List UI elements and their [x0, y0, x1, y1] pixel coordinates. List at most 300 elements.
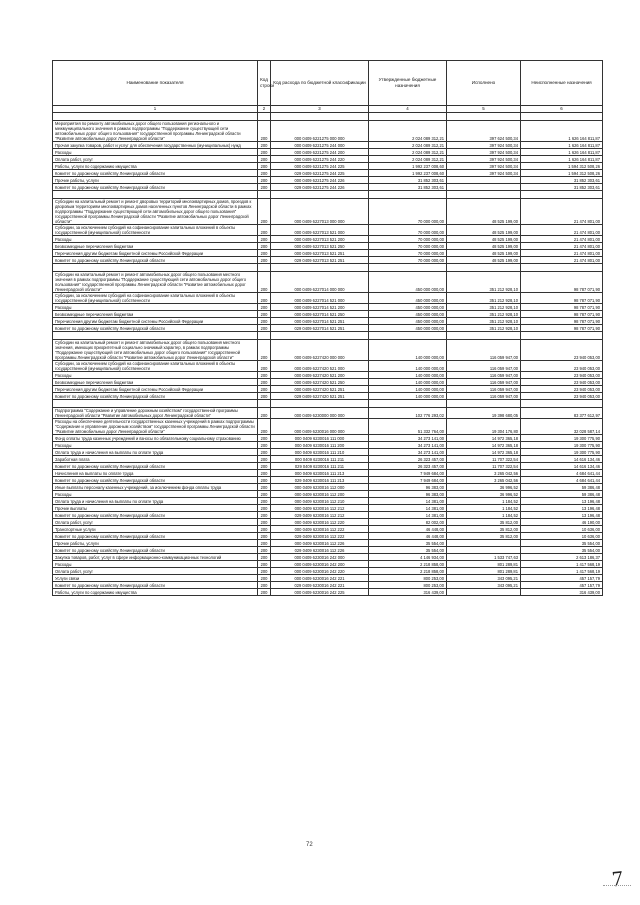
- spacer-cell: [258, 264, 271, 272]
- row-approved-cell: 4 146 934,00: [369, 554, 447, 561]
- table-row: [53, 589, 603, 596]
- spacer-cell: [447, 400, 521, 408]
- row-name-cell: Комитет по дорожному хозяйству Ленинградской области: [53, 547, 258, 554]
- row-unexecuted-cell: 31 852 303,61: [521, 184, 603, 191]
- row-code-cell: 200: [258, 325, 271, 332]
- row-code-cell: 200: [258, 156, 271, 163]
- row-approved-cell: 70 000 000,00: [369, 236, 447, 243]
- row-executed-cell: [447, 540, 521, 547]
- row-kbk-cell: 000 0409 6221275 244 000: [271, 142, 369, 149]
- row-executed-cell: 48 525 199,00: [447, 236, 521, 243]
- row-code-cell: 200: [258, 419, 271, 435]
- table-row: [53, 568, 603, 575]
- row-unexecuted-cell: 98 787 071,90: [521, 272, 603, 293]
- row-code-cell: 200: [258, 442, 271, 449]
- row-name-cell: Подпрограмма "Содержание и управление дорожным хозяйством" государственной программы Ленинградской области "Развитие автомобильных дорог Ленинградской области": [53, 408, 258, 419]
- table-row: [53, 121, 603, 142]
- row-unexecuted-cell: 35 554,00: [521, 547, 603, 554]
- row-executed-cell: 35 812,00: [447, 526, 521, 533]
- row-executed-cell: 14 972 365,18: [447, 442, 521, 449]
- handwritten-page-mark: 7: [610, 865, 625, 892]
- row-name-cell: Безвозмездные перечисления бюджетам: [53, 311, 258, 318]
- spacer-cell: [447, 113, 521, 121]
- row-kbk-cell: 029 0409 6221275 244 226: [271, 184, 369, 191]
- row-code-cell: 200: [258, 199, 271, 225]
- row-approved-cell: 800 253,00: [369, 575, 447, 582]
- row-name-cell: Расходы: [53, 442, 258, 449]
- row-name-cell: Субсидии, за исключением субсидий на софинансирование капитальных вложений в объекты государственной (муниципальной) собственности: [53, 293, 258, 304]
- table-row: [53, 142, 603, 149]
- table-row: [53, 199, 603, 225]
- spacer-cell: [271, 400, 369, 408]
- row-name-cell: Безвозмездные перечисления бюджетам: [53, 379, 258, 386]
- row-name-cell: Оплата труда и начисления на выплаты по оплате труда: [53, 498, 258, 505]
- row-executed-cell: 343 095,21: [447, 582, 521, 589]
- table-row: [53, 575, 603, 582]
- row-name-cell: Комитет по дорожному хозяйству Ленинградской области: [53, 463, 258, 470]
- row-executed-cell: 3 265 042,56: [447, 470, 521, 477]
- row-name-cell: Расходы: [53, 561, 258, 568]
- row-unexecuted-cell: 59 386,48: [521, 491, 603, 498]
- table-row: [53, 393, 603, 400]
- row-approved-cell: 1 992 237 008,60: [369, 170, 447, 177]
- row-executed-cell: 801 289,81: [447, 561, 521, 568]
- row-executed-cell: 48 525 199,00: [447, 225, 521, 236]
- header-num-5: 5: [447, 106, 521, 113]
- row-unexecuted-cell: 14 616 134,46: [521, 463, 603, 470]
- row-name-cell: Услуги связи: [53, 575, 258, 582]
- row-code-cell: 200: [258, 149, 271, 156]
- row-code-cell: 200: [258, 561, 271, 568]
- row-approved-cell: 35 554,00: [369, 540, 447, 547]
- row-unexecuted-cell: 32 028 587,14: [521, 419, 603, 435]
- table-row: [53, 236, 603, 243]
- row-executed-cell: 11 707 322,54: [447, 463, 521, 470]
- row-code-cell: 200: [258, 293, 271, 304]
- table-row: [53, 379, 603, 386]
- table-row: [53, 540, 603, 547]
- table-row: [53, 477, 603, 484]
- table-row: [53, 519, 603, 526]
- row-name-cell: Безвозмездные перечисления бюджетам: [53, 243, 258, 250]
- row-unexecuted-cell: 35 554,00: [521, 540, 603, 547]
- row-kbk-cell: 029 0409 6230016 112 212: [271, 512, 369, 519]
- row-kbk-cell: 029 0409 6227013 521 251: [271, 257, 369, 264]
- row-unexecuted-cell: 98 787 071,90: [521, 311, 603, 318]
- row-approved-cell: 102 776 293,02: [369, 408, 447, 419]
- row-approved-cell: 70 000 000,00: [369, 243, 447, 250]
- row-kbk-cell: 029 0409 6230016 111 211: [271, 463, 369, 470]
- row-executed-cell: 35 812,00: [447, 533, 521, 540]
- spacer-cell: [369, 332, 447, 340]
- row-code-cell: 200: [258, 484, 271, 491]
- row-executed-cell: 36 996,52: [447, 484, 521, 491]
- section-spacer: [53, 264, 603, 272]
- row-executed-cell: 351 212 928,10: [447, 304, 521, 311]
- row-code-cell: 200: [258, 512, 271, 519]
- row-kbk-cell: 000 0409 6230000 000 000: [271, 408, 369, 419]
- row-executed-cell: 351 212 928,10: [447, 318, 521, 325]
- spacer-cell: [369, 113, 447, 121]
- row-approved-cell: 96 383,00: [369, 491, 447, 498]
- header-executed: Исполнено: [447, 61, 521, 106]
- row-code-cell: 200: [258, 257, 271, 264]
- row-kbk-cell: 000 0409 6221275 244 200: [271, 149, 369, 156]
- table-row: [53, 505, 603, 512]
- row-unexecuted-cell: 1 626 164 811,87: [521, 149, 603, 156]
- row-kbk-cell: 000 0409 6230016 112 200: [271, 491, 369, 498]
- row-unexecuted-cell: 1 626 164 811,87: [521, 156, 603, 163]
- spacer-cell: [53, 113, 258, 121]
- table-header: [53, 61, 603, 113]
- table-row: [53, 582, 603, 589]
- row-unexecuted-cell: 13 196,48: [521, 512, 603, 519]
- table-row: [53, 533, 603, 540]
- row-name-cell: Расходы: [53, 236, 258, 243]
- row-executed-cell: [447, 184, 521, 191]
- row-kbk-cell: 029 0409 6230016 112 226: [271, 547, 369, 554]
- row-code-cell: 200: [258, 163, 271, 170]
- row-unexecuted-cell: 4 684 641,44: [521, 470, 603, 477]
- row-code-cell: 200: [258, 582, 271, 589]
- row-approved-cell: 31 852 303,61: [369, 184, 447, 191]
- row-kbk-cell: 000 0409 6230016 242 221: [271, 575, 369, 582]
- table-row: [53, 561, 603, 568]
- row-code-cell: 200: [258, 533, 271, 540]
- table-row: [53, 163, 603, 170]
- row-unexecuted-cell: 457 157,79: [521, 575, 603, 582]
- row-approved-cell: 2 024 089 312,21: [369, 142, 447, 149]
- row-code-cell: 200: [258, 340, 271, 361]
- spacer-cell: [447, 332, 521, 340]
- table-row: [53, 311, 603, 318]
- row-code-cell: 200: [258, 236, 271, 243]
- row-name-cell: Субсидии, за исключением субсидий на софинансирование капитальных вложений в объекты государственной (муниципальной) собственности: [53, 361, 258, 372]
- row-name-cell: Оплата работ, услуг: [53, 156, 258, 163]
- report-sheet: [52, 60, 602, 596]
- row-kbk-cell: 029 0409 6230016 112 222: [271, 533, 369, 540]
- row-name-cell: Прочие работы, услуги: [53, 540, 258, 547]
- row-approved-cell: 51 332 764,00: [369, 419, 447, 435]
- row-unexecuted-cell: 21 474 801,00: [521, 257, 603, 264]
- row-code-cell: 200: [258, 575, 271, 582]
- row-code-cell: 200: [258, 519, 271, 526]
- row-executed-cell: 1 184,52: [447, 498, 521, 505]
- header-num-3: 3: [271, 106, 369, 113]
- row-unexecuted-cell: 13 196,48: [521, 505, 603, 512]
- spacer-cell: [369, 191, 447, 199]
- row-executed-cell: 1 533 747,63: [447, 554, 521, 561]
- row-code-cell: 200: [258, 142, 271, 149]
- row-kbk-cell: 000 0409 6230016 112 220: [271, 519, 369, 526]
- spacer-cell: [258, 113, 271, 121]
- row-kbk-cell: 000 0409 6230016 242 225: [271, 589, 369, 596]
- row-unexecuted-cell: 21 474 801,00: [521, 250, 603, 257]
- budget-execution-table: [52, 60, 603, 596]
- spacer-cell: [53, 264, 258, 272]
- row-executed-cell: 11 707 322,54: [447, 456, 521, 463]
- row-code-cell: 200: [258, 456, 271, 463]
- row-executed-cell: 36 996,52: [447, 491, 521, 498]
- row-kbk-cell: 029 0409 6227420 521 251: [271, 393, 369, 400]
- table-row: [53, 512, 603, 519]
- table-row: [53, 318, 603, 325]
- row-executed-cell: 3 265 042,56: [447, 477, 521, 484]
- table-row: [53, 304, 603, 311]
- row-name-cell: Расходы: [53, 491, 258, 498]
- row-unexecuted-cell: 21 474 801,00: [521, 225, 603, 236]
- row-approved-cell: 140 000 000,00: [369, 386, 447, 393]
- row-code-cell: 200: [258, 463, 271, 470]
- row-code-cell: 200: [258, 225, 271, 236]
- table-row: [53, 554, 603, 561]
- row-kbk-cell: 000 0409 6221275 000 000: [271, 121, 369, 142]
- row-executed-cell: 116 059 947,00: [447, 386, 521, 393]
- table-row: [53, 272, 603, 293]
- row-unexecuted-cell: 1 594 312 508,26: [521, 170, 603, 177]
- row-executed-cell: 19 398 680,05: [447, 408, 521, 419]
- row-unexecuted-cell: 4 684 641,44: [521, 477, 603, 484]
- row-name-cell: Иные выплаты персоналу казенных учреждений, за исключением фонда оплаты труда: [53, 484, 258, 491]
- row-approved-cell: 140 000 000,00: [369, 393, 447, 400]
- row-kbk-cell: 000 0409 6227420 000 000: [271, 340, 369, 361]
- row-kbk-cell: 000 0409 6227014 000 000: [271, 272, 369, 293]
- row-unexecuted-cell: 46 190,00: [521, 519, 603, 526]
- row-approved-cell: 46 448,00: [369, 526, 447, 533]
- row-approved-cell: 2 024 089 312,21: [369, 156, 447, 163]
- row-approved-cell: 140 000 000,00: [369, 379, 447, 386]
- row-approved-cell: 26 323 457,00: [369, 463, 447, 470]
- row-approved-cell: 316 439,00: [369, 589, 447, 596]
- row-kbk-cell: 000 0409 6227014 521 251: [271, 318, 369, 325]
- table-row: [53, 484, 603, 491]
- row-name-cell: Транспортные услуги: [53, 526, 258, 533]
- section-spacer: [53, 113, 603, 121]
- row-kbk-cell: 000 0409 6227013 521 250: [271, 243, 369, 250]
- table-row: [53, 170, 603, 177]
- row-name-cell: Комитет по дорожному хозяйству Ленинградской области: [53, 184, 258, 191]
- row-name-cell: Перечисления другим бюджетам бюджетной системы Российской Федерации: [53, 318, 258, 325]
- row-kbk-cell: 000 0409 6230016 000 000: [271, 419, 369, 435]
- row-unexecuted-cell: 1 626 164 811,87: [521, 142, 603, 149]
- header-num-6: 6: [521, 106, 603, 113]
- row-unexecuted-cell: 23 940 053,00: [521, 386, 603, 393]
- row-name-cell: Мероприятия по ремонту автомобильных дорог общего пользования регионального и межмуниципального значения в рамках подпрограммы "Поддержание существующей сети автомобильных дорог общего пользования" государственной программы Ленинградской области "Развитие автомобильных дорог Ленинградской области": [53, 121, 258, 142]
- row-unexecuted-cell: 14 616 134,46: [521, 456, 603, 463]
- row-kbk-cell: 000 0409 6230016 242 000: [271, 554, 369, 561]
- row-name-cell: Оплата работ, услуг: [53, 568, 258, 575]
- row-unexecuted-cell: 23 940 053,00: [521, 361, 603, 372]
- table-row: [53, 184, 603, 191]
- row-kbk-cell: 000 0409 6230016 112 226: [271, 540, 369, 547]
- spacer-cell: [521, 400, 603, 408]
- row-approved-cell: 82 002,00: [369, 519, 447, 526]
- table-row: [53, 293, 603, 304]
- row-kbk-cell: 000 0409 6230016 111 210: [271, 449, 369, 456]
- row-executed-cell: 35 812,00: [447, 519, 521, 526]
- row-executed-cell: 14 972 365,18: [447, 449, 521, 456]
- spacer-cell: [258, 191, 271, 199]
- spacer-cell: [447, 191, 521, 199]
- row-code-cell: 200: [258, 250, 271, 257]
- table-body: [53, 113, 603, 596]
- row-unexecuted-cell: 59 386,48: [521, 484, 603, 491]
- row-approved-cell: 450 000 000,00: [369, 304, 447, 311]
- row-approved-cell: 70 000 000,00: [369, 250, 447, 257]
- row-approved-cell: 2 218 858,00: [369, 568, 447, 575]
- row-kbk-cell: 000 0409 6230016 111 000: [271, 435, 369, 442]
- row-kbk-cell: 029 0409 6221275 244 225: [271, 170, 369, 177]
- row-unexecuted-cell: 21 474 801,00: [521, 236, 603, 243]
- row-unexecuted-cell: 21 474 801,00: [521, 243, 603, 250]
- spacer-cell: [271, 332, 369, 340]
- row-kbk-cell: 000 0409 6227014 521 250: [271, 311, 369, 318]
- row-unexecuted-cell: 1 626 164 811,87: [521, 121, 603, 142]
- row-unexecuted-cell: 10 636,00: [521, 526, 603, 533]
- row-executed-cell: 351 212 928,10: [447, 325, 521, 332]
- row-name-cell: Расходы: [53, 149, 258, 156]
- row-kbk-cell: 000 0409 6227014 521 000: [271, 293, 369, 304]
- row-code-cell: 200: [258, 589, 271, 596]
- row-executed-cell: 1 184,52: [447, 512, 521, 519]
- row-name-cell: Субсидии на капитальный ремонт и ремонт дворовых территорий многоквартирных домов, проездов к дворовым территориям многоквартирных домов населенных пунктов Ленинградской области в рамках подпрограммы "Поддержание существующей сети автомобильных дорог общего пользования" государственной программы Ленинградской области "Развитие автомобильных дорог Ленинградской области": [53, 199, 258, 225]
- row-executed-cell: 116 059 947,00: [447, 361, 521, 372]
- row-approved-cell: 34 273 141,00: [369, 435, 447, 442]
- table-row: [53, 463, 603, 470]
- table-row: [53, 491, 603, 498]
- table-row: [53, 156, 603, 163]
- row-code-cell: 200: [258, 547, 271, 554]
- row-kbk-cell: 000 0409 6221275 244 226: [271, 177, 369, 184]
- row-approved-cell: 450 000 000,00: [369, 293, 447, 304]
- row-approved-cell: 34 273 141,00: [369, 449, 447, 456]
- row-kbk-cell: 000 0409 6230016 112 210: [271, 498, 369, 505]
- table-row: [53, 435, 603, 442]
- table-row: [53, 361, 603, 372]
- row-kbk-cell: 000 0409 6227420 521 000: [271, 361, 369, 372]
- table-row: [53, 340, 603, 361]
- section-spacer: [53, 332, 603, 340]
- header-num-1: 1: [53, 106, 258, 113]
- row-unexecuted-cell: 316 439,00: [521, 589, 603, 596]
- row-kbk-cell: 000 0409 6227420 521 251: [271, 386, 369, 393]
- header-name: Наименование показателя: [53, 61, 258, 106]
- row-approved-cell: 96 383,00: [369, 484, 447, 491]
- spacer-cell: [271, 191, 369, 199]
- header-code: Код строки: [258, 61, 271, 106]
- row-kbk-cell: 000 0409 6227014 521 200: [271, 304, 369, 311]
- spacer-cell: [369, 264, 447, 272]
- table-row: [53, 419, 603, 435]
- table-row: [53, 225, 603, 236]
- header-num-4: 4: [369, 106, 447, 113]
- row-name-cell: Работы, услуги по содержанию имущества: [53, 163, 258, 170]
- row-executed-cell: 116 059 947,00: [447, 340, 521, 361]
- spacer-cell: [271, 113, 369, 121]
- row-approved-cell: 2 024 089 312,21: [369, 121, 447, 142]
- row-code-cell: 200: [258, 243, 271, 250]
- header-num-2: 2: [258, 106, 271, 113]
- table-row: [53, 498, 603, 505]
- row-executed-cell: [447, 547, 521, 554]
- row-kbk-cell: 000 0409 6227013 521 200: [271, 236, 369, 243]
- row-approved-cell: 31 852 303,61: [369, 177, 447, 184]
- header-unexecuted: Неисполненные назначения: [521, 61, 603, 106]
- row-approved-cell: 800 253,00: [369, 582, 447, 589]
- row-code-cell: 200: [258, 361, 271, 372]
- row-executed-cell: 14 972 365,18: [447, 435, 521, 442]
- spacer-cell: [521, 191, 603, 199]
- row-name-cell: Субсидии на капитальный ремонт и ремонт автомобильных дорог общего пользования местного значения, имеющих приоритетный социально значимый характер, в рамках подпрограммы "Поддержание существующей сети автомобильных дорог общего пользования" государственной программы Ленинградской области "Развитие автомобильных дорог Ленинградской области": [53, 340, 258, 361]
- table-row: [53, 547, 603, 554]
- row-approved-cell: 450 000 000,00: [369, 272, 447, 293]
- spacer-cell: [521, 113, 603, 121]
- spacer-cell: [521, 264, 603, 272]
- row-name-cell: Субсидии, за исключением субсидий на софинансирование капитальных вложений в объекты государственной (муниципальной) собственности: [53, 225, 258, 236]
- row-kbk-cell: 000 0409 6221275 244 225: [271, 163, 369, 170]
- row-executed-cell: 397 924 500,34: [447, 156, 521, 163]
- table-row: [53, 149, 603, 156]
- row-code-cell: 200: [258, 554, 271, 561]
- row-unexecuted-cell: 13 196,48: [521, 498, 603, 505]
- row-name-cell: Комитет по дорожному хозяйству Ленинградской области: [53, 582, 258, 589]
- row-unexecuted-cell: 23 940 053,00: [521, 372, 603, 379]
- row-approved-cell: 46 448,00: [369, 533, 447, 540]
- row-unexecuted-cell: 23 940 053,00: [521, 393, 603, 400]
- table-row: [53, 177, 603, 184]
- row-code-cell: 200: [258, 318, 271, 325]
- row-code-cell: 200: [258, 435, 271, 442]
- row-code-cell: 200: [258, 272, 271, 293]
- row-executed-cell: 48 525 199,00: [447, 243, 521, 250]
- row-name-cell: Закупка товаров, работ, услуг в сфере информационно-коммуникационных технологий: [53, 554, 258, 561]
- row-unexecuted-cell: 2 613 186,37: [521, 554, 603, 561]
- row-unexecuted-cell: 19 300 775,90: [521, 435, 603, 442]
- row-unexecuted-cell: 31 852 303,61: [521, 177, 603, 184]
- row-kbk-cell: 000 0409 6230016 111 211: [271, 456, 369, 463]
- row-executed-cell: 351 212 928,10: [447, 272, 521, 293]
- row-unexecuted-cell: 98 787 071,90: [521, 293, 603, 304]
- page-number: 72: [306, 842, 313, 848]
- section-spacer: [53, 400, 603, 408]
- row-executed-cell: 19 304 176,80: [447, 419, 521, 435]
- table-row: [53, 243, 603, 250]
- row-name-cell: Прочая закупка товаров, работ и услуг для обеспечения государственных (муниципальных) нужд: [53, 142, 258, 149]
- table-row: [53, 325, 603, 332]
- row-unexecuted-cell: 1 417 568,19: [521, 568, 603, 575]
- row-code-cell: 200: [258, 121, 271, 142]
- spacer-cell: [271, 264, 369, 272]
- row-name-cell: Расходы: [53, 304, 258, 311]
- row-executed-cell: 116 059 947,00: [447, 393, 521, 400]
- header-approved: Утвержденные бюджетные назначения: [369, 61, 447, 106]
- row-executed-cell: 801 289,81: [447, 568, 521, 575]
- row-name-cell: Комитет по дорожному хозяйству Ленинградской области: [53, 257, 258, 264]
- row-executed-cell: 397 924 500,34: [447, 163, 521, 170]
- row-kbk-cell: 000 0409 6230016 112 212: [271, 505, 369, 512]
- row-code-cell: 200: [258, 177, 271, 184]
- row-executed-cell: 397 924 500,34: [447, 149, 521, 156]
- row-name-cell: Прочие работы, услуги: [53, 177, 258, 184]
- row-code-cell: 200: [258, 505, 271, 512]
- row-kbk-cell: 000 0409 6227013 521 000: [271, 225, 369, 236]
- row-kbk-cell: 000 0409 6227013 000 000: [271, 199, 369, 225]
- row-kbk-cell: 000 0409 6221275 244 220: [271, 156, 369, 163]
- row-executed-cell: 116 059 947,00: [447, 372, 521, 379]
- row-code-cell: 200: [258, 449, 271, 456]
- section-spacer: [53, 191, 603, 199]
- row-approved-cell: 140 000 000,00: [369, 361, 447, 372]
